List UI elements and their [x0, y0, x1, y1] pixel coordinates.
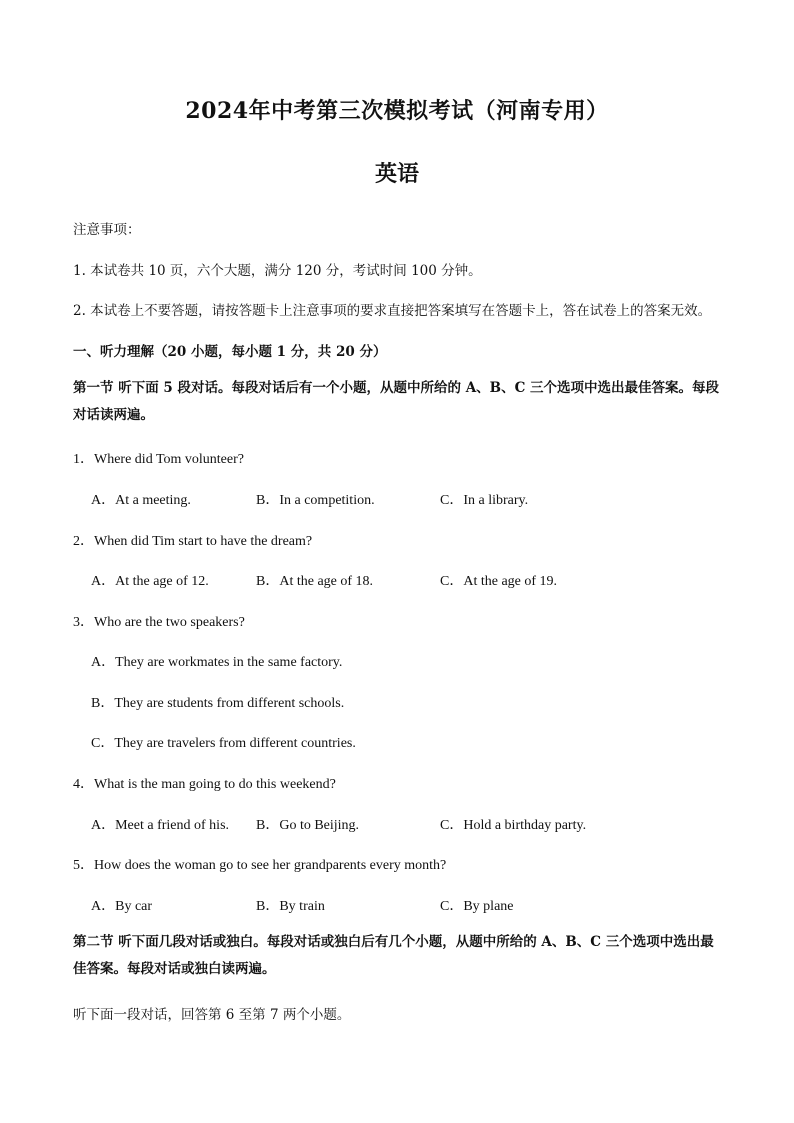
question-2-option-b: B．At the age of 18. — [256, 574, 374, 589]
subject-title: 英语 — [374, 161, 419, 187]
question-4-option-a: A．Meet a friend of his. — [91, 818, 230, 833]
question-5-stem: 5．How does the woman go to see her grandparents every month? — [73, 858, 447, 873]
question-2-stem: 2．When did Tim start to have the dream? — [73, 534, 313, 549]
question-1-option-c: C．In a library. — [440, 493, 529, 508]
question-5-option-c: C．By plane — [440, 899, 514, 914]
question-1-option-b: B．In a competition. — [256, 493, 375, 508]
question-4-stem: 4．What is the man going to do this weekend? — [73, 777, 336, 792]
question-1-stem: 1．Where did Tom volunteer? — [73, 452, 244, 467]
question-3-option-b: B．They are students from different schools. — [91, 696, 345, 711]
notes-heading: 注意事项： — [73, 222, 141, 238]
question-5-option-b: B．By train — [256, 899, 325, 914]
exam-title: 2024年中考第三次模拟考试（河南专用） — [185, 98, 609, 124]
question-2-option-c: C．At the age of 19. — [440, 574, 558, 589]
part-2-intro: 听下面一段对话，回答第 6 至第 7 两个小题。 — [73, 1007, 351, 1023]
question-3-option-c: C．They are travelers from different countries. — [91, 736, 356, 751]
part-2-instruction: 第二节 听下面几段对话或独白。每段对话或独白后有几个小题，从题中所给的 A、B、C 三个选项中选出最佳答案。每段对话或独白读两遍。 — [73, 934, 714, 977]
question-3-stem: 3．Who are the two speakers? — [73, 615, 245, 630]
notes-item-2: 2. 本试卷上不要答题，请按答题卡上注意事项的要求直接把答案填写在答题卡上，答在试卷上的答案无效。 — [73, 303, 712, 319]
question-5-option-a: A．By car — [91, 899, 153, 914]
question-4-option-c: C．Hold a birthday party. — [440, 818, 587, 833]
question-2-option-a: A．At the age of 12. — [91, 574, 209, 589]
notes-item-1: 1. 本试卷共 10 页，六个大题，满分 120 分，考试时间 100 分钟。 — [73, 263, 482, 279]
question-1-option-a: A．At a meeting. — [91, 493, 191, 508]
part-1-instruction: 第一节 听下面 5 段对话。每段对话后有一个小题，从题中所给的 A、B、C 三个选项中选出最佳答案。每段对话读两遍。 — [73, 380, 720, 423]
question-4-option-b: B．Go to Beijing. — [256, 818, 360, 833]
question-3-option-a: A．They are workmates in the same factory. — [91, 655, 343, 670]
section-1-heading: 一、听力理解（20 小题，每小题 1 分，共 20 分） — [73, 344, 387, 360]
